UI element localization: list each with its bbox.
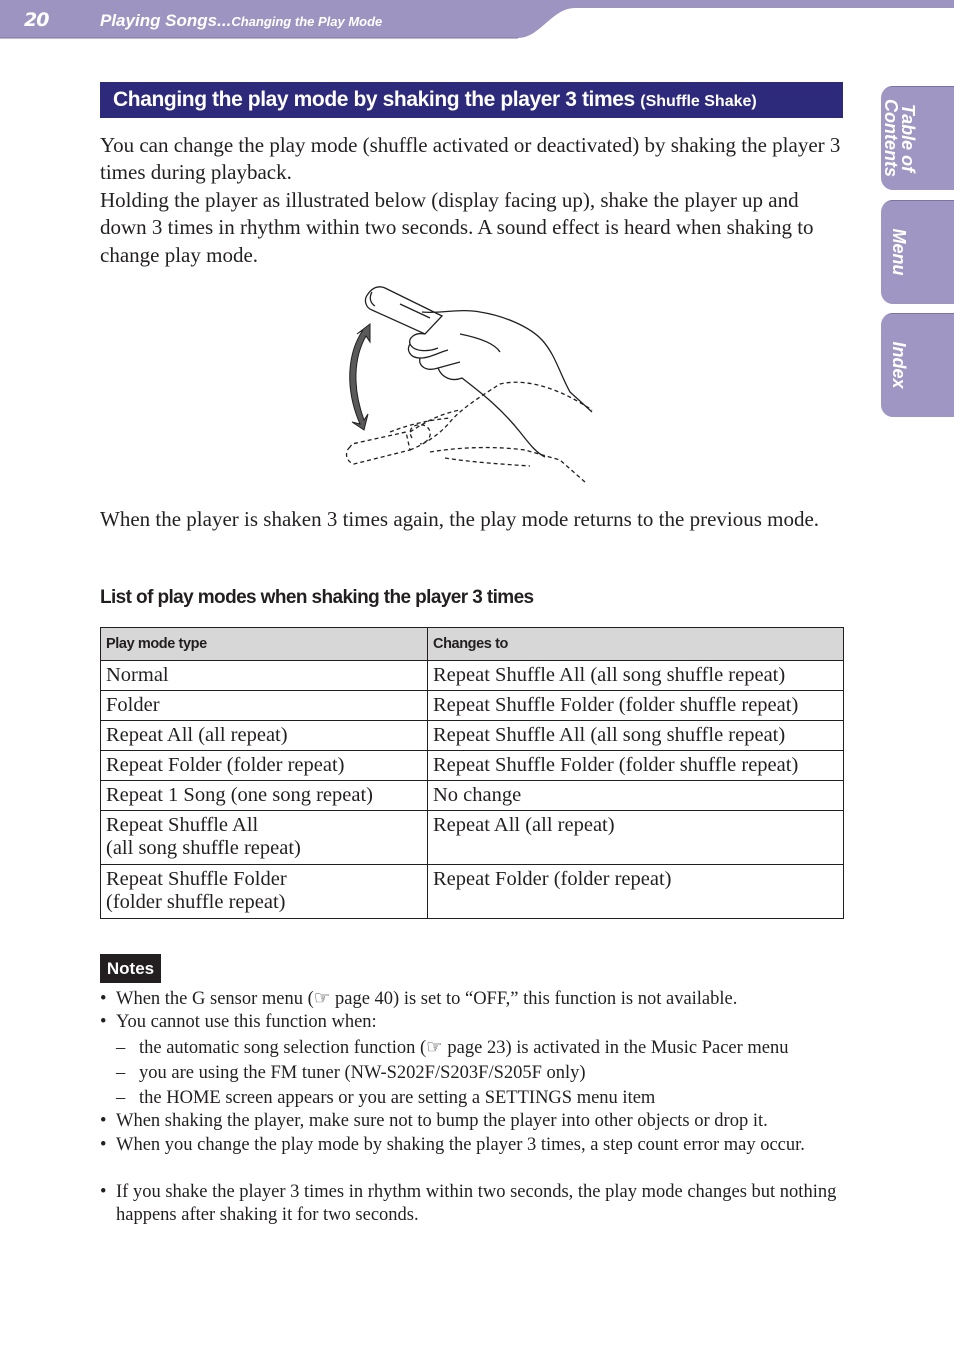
tab-menu[interactable] bbox=[881, 200, 954, 304]
table-row bbox=[101, 811, 844, 865]
dash-icon: – bbox=[116, 1063, 126, 1083]
return-paragraph: When the player is shaken 3 times again, the play mode returns to the previous mode. bbox=[100, 507, 820, 531]
player-device bbox=[365, 287, 442, 334]
table-row bbox=[101, 661, 844, 691]
tab-index[interactable] bbox=[881, 313, 954, 417]
cell-mode: Repeat All (all repeat) bbox=[101, 721, 428, 751]
player-device-dashed bbox=[347, 432, 410, 464]
table-row bbox=[101, 721, 844, 751]
cell-mode bbox=[101, 811, 428, 865]
col-changes-to: Changes to bbox=[428, 628, 844, 661]
bullet-icon: • bbox=[100, 1012, 107, 1032]
instruction-paragraph: Holding the player as illustrated below (display facing up), shake the player up and down 3 times in rhythm within two seconds. A sound effect is heard when shaking to change play mode. bbox=[100, 188, 814, 267]
cell-mode: Folder bbox=[101, 691, 428, 721]
table-row bbox=[101, 751, 844, 781]
cell-mode: Repeat 1 Song (one song repeat) bbox=[101, 781, 428, 811]
sub-note-item bbox=[116, 1062, 846, 1085]
hand-solid bbox=[422, 311, 592, 412]
table-row bbox=[101, 865, 844, 919]
running-head-title: Playing Songs... bbox=[100, 11, 232, 30]
dash-icon: – bbox=[116, 1088, 126, 1108]
note-item bbox=[100, 988, 850, 1011]
sub-note-text: you are using the FM tuner (NW-S202F/S203F/S205F only) bbox=[139, 1063, 586, 1083]
tab-table-of-contents[interactable] bbox=[881, 86, 954, 190]
table-row bbox=[101, 691, 844, 721]
table-row bbox=[101, 781, 844, 811]
up-down-arrow-icon bbox=[350, 324, 370, 430]
sub-note-item bbox=[116, 1037, 846, 1060]
tab-index-label: Index bbox=[889, 341, 910, 389]
cell-change: Repeat Shuffle All (all song shuffle repeat) bbox=[428, 721, 844, 751]
note-text: If you shake the player 3 times in rhythm within two seconds, the play mode changes but nothing happens after shaking it for two seconds. bbox=[116, 1182, 837, 1225]
cell-mode-line1: Repeat Shuffle Folder bbox=[106, 868, 287, 890]
cell-change: No change bbox=[428, 781, 844, 811]
cell-change: Repeat All (all repeat) bbox=[428, 811, 844, 865]
cell-change: Repeat Shuffle All (all song shuffle repeat) bbox=[428, 661, 844, 691]
note-text: You cannot use this function when: bbox=[116, 1012, 377, 1032]
shake-illustration bbox=[330, 282, 610, 488]
note-text: When you change the play mode by shaking the player 3 times, a step count error may occur. bbox=[116, 1135, 805, 1155]
play-mode-table bbox=[100, 627, 844, 919]
sub-note-text: the automatic song selection function (☞ page 23) is activated in the Music Pacer menu bbox=[139, 1038, 789, 1058]
page-number: 20 bbox=[24, 9, 49, 31]
bullet-icon: • bbox=[100, 1111, 107, 1131]
section-title: Changing the play mode by shaking the player 3 times bbox=[113, 88, 635, 111]
tab-table-of-contents-label: Table of Contents bbox=[881, 99, 918, 177]
cell-mode: Normal bbox=[101, 661, 428, 691]
cell-mode-line2: (all song shuffle repeat) bbox=[106, 837, 301, 859]
dash-icon: – bbox=[116, 1038, 126, 1058]
cell-mode bbox=[101, 865, 428, 919]
note-item bbox=[100, 1011, 850, 1034]
page-header bbox=[0, 0, 954, 44]
tab-menu-label: Menu bbox=[889, 228, 910, 276]
cell-change: Repeat Folder (folder repeat) bbox=[428, 865, 844, 919]
bullet-icon: • bbox=[100, 1135, 107, 1155]
section-title-suffix: (Shuffle Shake) bbox=[640, 93, 757, 110]
note-item bbox=[100, 1181, 850, 1227]
note-text: When shaking the player, make sure not to bump the player into other objects or drop it. bbox=[116, 1111, 768, 1131]
bullet-icon: • bbox=[100, 1182, 107, 1202]
note-item bbox=[100, 1134, 850, 1157]
intro-paragraph: You can change the play mode (shuffle activated or deactivated) by shaking the player 3 times during playback. bbox=[100, 133, 841, 185]
section-heading bbox=[100, 82, 843, 118]
sub-note-text: the HOME screen appears or you are setting a SETTINGS menu item bbox=[139, 1088, 656, 1108]
col-play-mode-type: Play mode type bbox=[101, 628, 428, 661]
notes-badge: Notes bbox=[100, 954, 161, 983]
cell-change: Repeat Shuffle Folder (folder shuffle repeat) bbox=[428, 691, 844, 721]
bullet-icon: • bbox=[100, 989, 107, 1009]
note-item bbox=[100, 1110, 850, 1133]
running-head-subtitle: Changing the Play Mode bbox=[231, 14, 383, 29]
table-heading: List of play modes when shaking the player 3 times bbox=[100, 587, 534, 608]
cell-change: Repeat Shuffle Folder (folder shuffle repeat) bbox=[428, 751, 844, 781]
running-head bbox=[100, 11, 382, 31]
cell-mode-line2: (folder shuffle repeat) bbox=[106, 891, 286, 913]
cell-mode: Repeat Folder (folder repeat) bbox=[101, 751, 428, 781]
cell-mode-line1: Repeat Shuffle All bbox=[106, 814, 259, 836]
table-header-row bbox=[101, 628, 844, 661]
sub-note-item bbox=[116, 1087, 846, 1110]
note-text: When the G sensor menu (☞ page 40) is set to “OFF,” this function is not available. bbox=[116, 989, 738, 1009]
